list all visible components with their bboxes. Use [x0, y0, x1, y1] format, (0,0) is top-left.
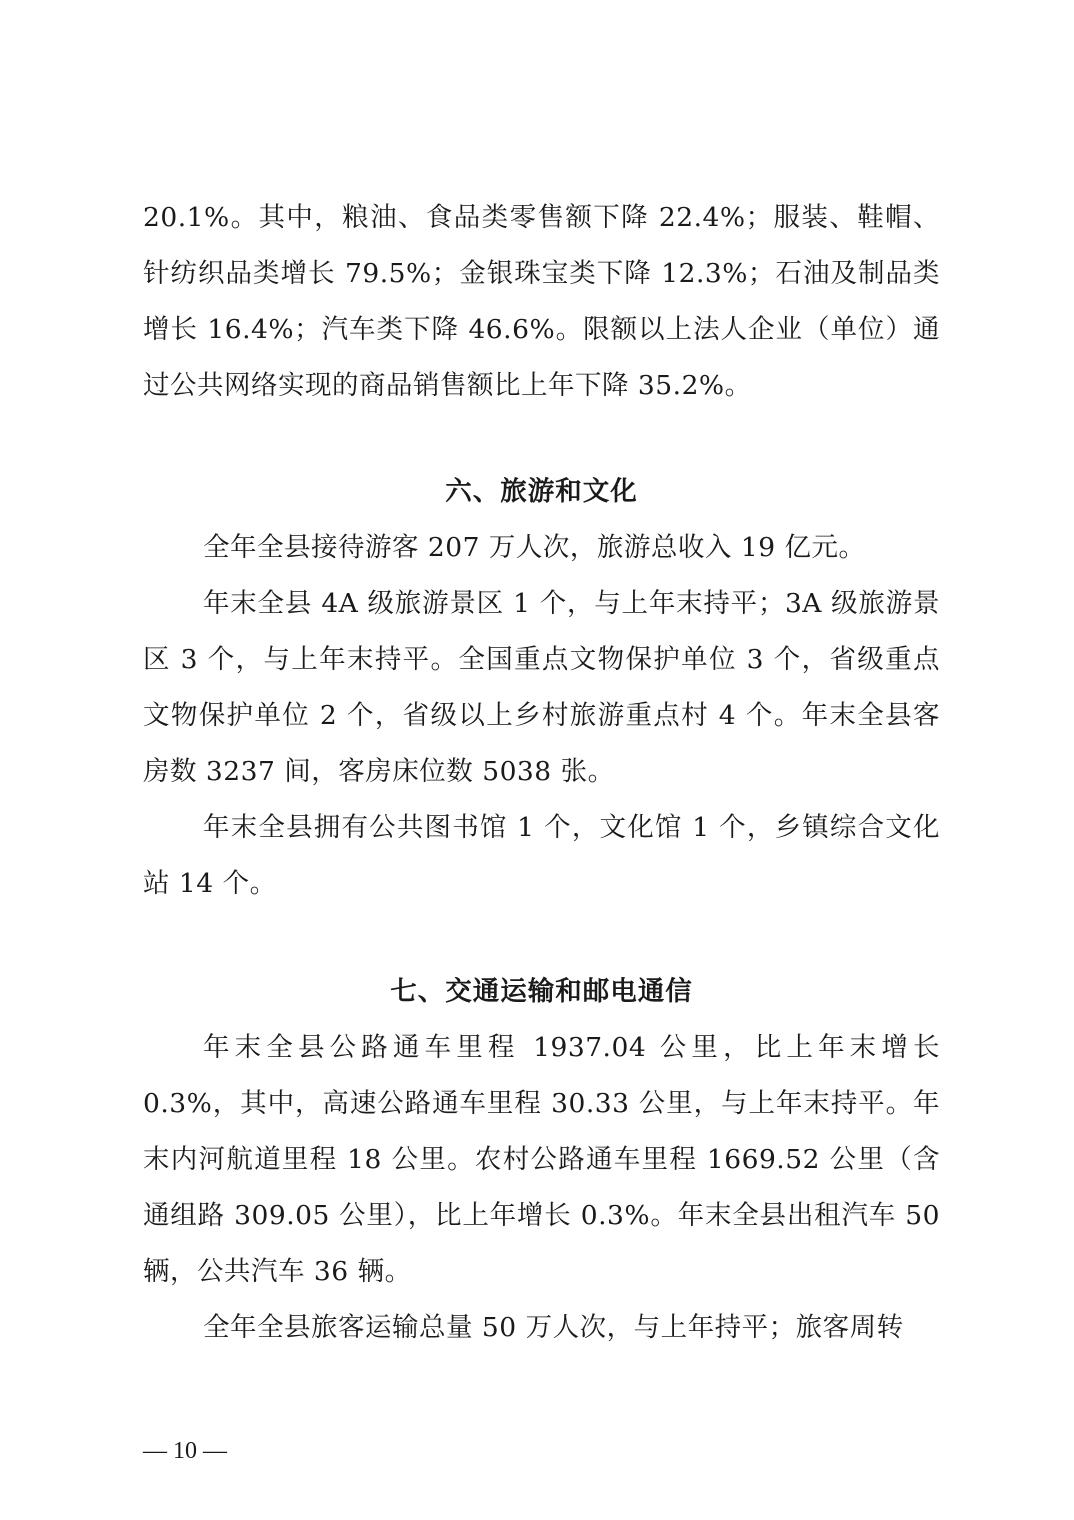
- page-number: — 10 —: [143, 1438, 227, 1464]
- paragraph-roads: 年末全县公路通车里程 1937.04 公里，比上年末增长 0.3%，其中，高速公路通车里程 30.33 公里，与上年末持平。年末内河航道里程 18 公里。农村公路通车里程 1669.52 公里（含通组路 309.05 公里），比上年增长 0.3%。年末全县出租汽车 50 辆，公共汽车 36 辆。: [143, 1032, 940, 1287]
- paragraph-passenger-transport: 全年全县旅客运输总量 50 万人次，与上年持平；旅客周转: [203, 1312, 904, 1343]
- paragraph-retail-continued: 20.1%。其中，粮油、食品类零售额下降 22.4%；服装、鞋帽、针纺织品类增长 79.5%；金银珠宝类下降 12.3%；石油及制品类增长 16.4%；汽车类下降 46.6%。限额以上法人企业（单位）通过公共网络实现的商品销售额比上年下降 35.2%。: [143, 202, 940, 401]
- paragraph-libraries: 年末全县拥有公共图书馆 1 个，文化馆 1 个，乡镇综合文化站 14 个。: [143, 812, 940, 899]
- section-heading-transport-telecom: 七、交通运输和邮电通信: [390, 976, 693, 1007]
- document-body: [143, 190, 940, 1356]
- section-heading-tourism-culture: 六、旅游和文化: [445, 476, 638, 507]
- paragraph-tourists: 全年全县接待游客 207 万人次，旅游总收入 19 亿元。: [203, 532, 866, 563]
- paragraph-scenic-spots: 年末全县 4A 级旅游景区 1 个，与上年末持平；3A 级旅游景区 3 个，与上年末持平。全国重点文物保护单位 3 个，省级重点文物保护单位 2 个，省级以上乡村旅游重点村 4 个。年末全县客房数 3237 间，客房床位数 5038 张。: [143, 588, 940, 787]
